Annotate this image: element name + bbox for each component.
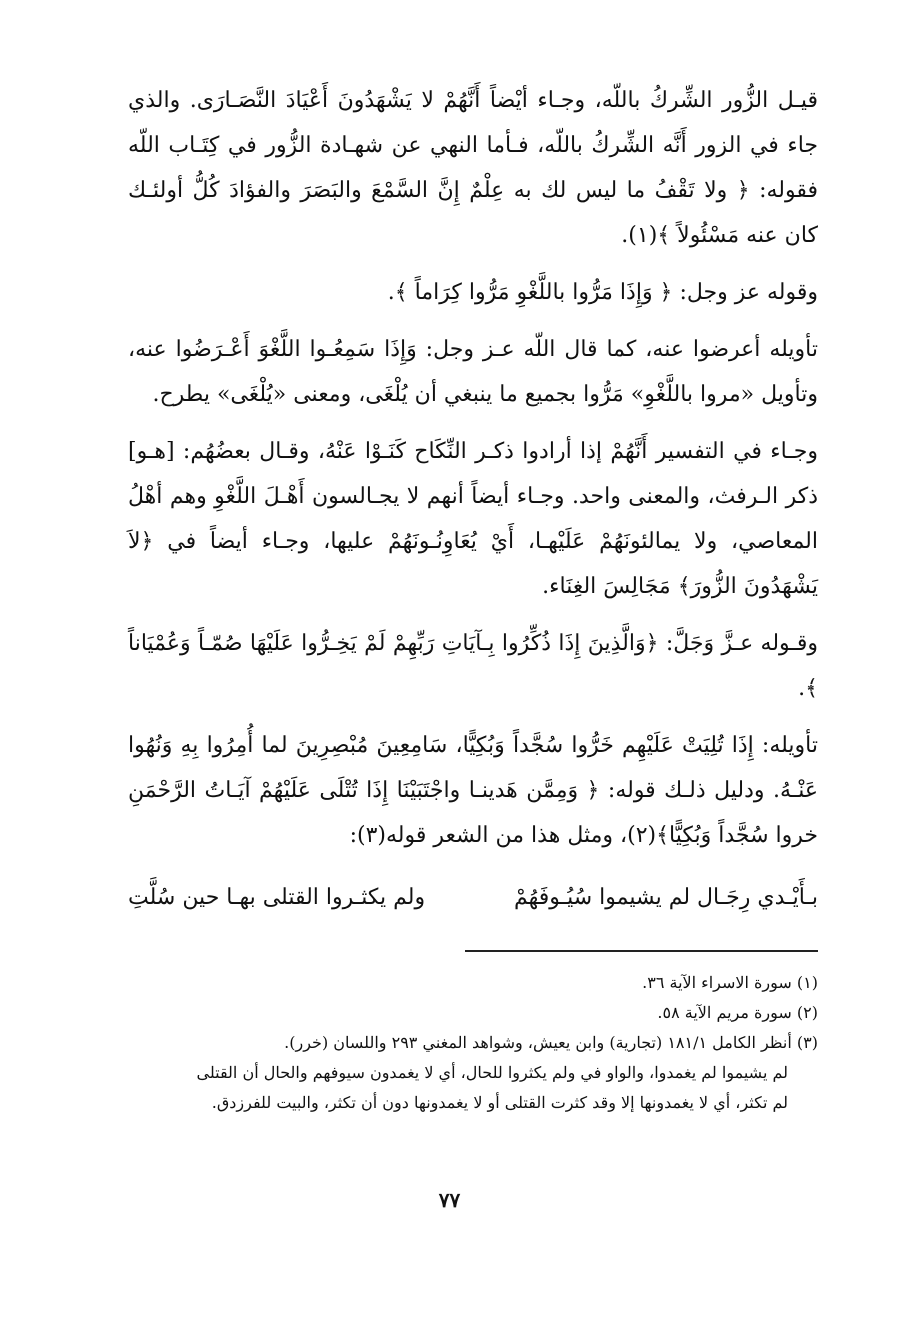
paragraph-5: وقـوله عـزَّ وَجَلَّ: ﴿وَالَّذِينَ إِذَا ذُكِّرُوا بِـآيَاتِ رَبِّهِمْ لَمْ يَخِـرُّوا عَلَيْهَا صُمّـاً وَعُمْيَاناً ﴾. xyxy=(128,631,818,701)
page-number: ٧٧ xyxy=(438,1188,461,1212)
paragraph-4: وجـاء في التفسير أَنَّهُمْ إذا أرادوا ذكـر النِّكَاح كَنَـوْا عَنْهُ، وقـال بعضُهُم: [هـو] ذكر الـرفث، والمعنى واحد. وجـاء أيضاً أنهم لا يجـالسون أَهْـلَ اللَّغْوِ وهم أهْلُ المعاصي، ولا يمالئونَهُمْ عَلَيْهـا، أَيْ يُعَاوِنُـونَهُمْ عليها، وجـاء أيضاً في ﴿لاَ يَشْهَدُونَ الزُّورَ﴾ مَجَالِسَ الغِنَاء. xyxy=(128,439,818,599)
footnote-3: (٣) أنظر الكامل ١٨١/١ (تجارية) وابن يعيش، وشواهد المغني ٢٩٣ واللسان (خرر). xyxy=(284,1033,818,1052)
paragraph-3: تأويله أعرضوا عنه، كما قال اللّه عـز وجل: وَإِذَا سَمِعُـوا اللَّغْوَ أَعْـرَضُوا عنه، وتأويل «مروا باللَّغْوِ» مَرُّوا بجميع ما ينبغي أن يُلْغَى، ومعنى «يُلْغَى» يطرح. xyxy=(128,337,818,407)
verse-first-hemistich: بـأَيْـدي رِجَـال لم يشيموا سُيُـوفَهُمْ xyxy=(513,885,818,910)
footnote-3-continuation: لم يشيموا لم يغمدوا، والواو في ولم يكثروا للحال، أي لا يغمدون سيوفهم والحال أن القتلى xyxy=(196,1063,788,1082)
main-text xyxy=(128,78,818,870)
verse-second-hemistich: ولم يكثـروا القتلى بهـا حين سُلَّتِ xyxy=(128,885,426,910)
footnote-1: (١) سورة الاسراء الآية ٣٦. xyxy=(642,973,818,992)
footnote-2: (٢) سورة مريم الآية ٥٨. xyxy=(657,1003,818,1022)
paragraph-2: وقوله عز وجل: ﴿ وَإِذَا مَرُّوا باللَّغْوِ مَرُّوا كِرَاماً ﴾. xyxy=(387,280,818,305)
poetry-verse xyxy=(128,875,818,925)
paragraph-1: قيـل الزُّور الشِّركُ باللّه، وجـاء أيْضاً أَنَّهُمْ لا يَشْهَدُونَ أَعْيَادَ النَّصَـارَى. والذي جاء في الزور أَنَّه الشِّركُ باللّه، فـأما النهي عن شهـادة الزُّور في كِتَـاب اللّه فقوله: ﴿ ولا تَقْفُ ما ليس لك به عِلْمٌ إِنَّ السَّمْعَ والبَصَرَ والفؤادَ كُلُّ أولئـك كان عنه مَسْئُولاً ﴾(١). xyxy=(128,88,818,248)
footnote-divider xyxy=(465,950,818,952)
paragraph-6: تأويله: إِذَا تُلِيَتْ عَلَيْهِم خَرُّوا سُجَّداً وَبُكِيًّا، سَامِعِينَ مُبْصِرِينَ لما أُمِرُوا بِهِ وَنُهُوا عَنْـهُ. ودليل ذلـك قوله: ﴿ وَمِمَّن هَدينـا واجْتَبَيْنَا إِذَا تُتْلَى عَلَيْهُمْ آيَـاتُ الرَّحْمَنِ خروا سُجَّداً وَبُكِيًّا﴾(٢)، ومثل هذا من الشعر قوله(٣): xyxy=(128,733,818,848)
footnote-3-continuation-2: لم تكثر، أي لا يغمدونها إلا وقد كثرت القتلى أو لا يغمدونها دون أن تكثر، والبيت للفرزدق. xyxy=(211,1093,788,1112)
footnotes xyxy=(128,968,818,1118)
